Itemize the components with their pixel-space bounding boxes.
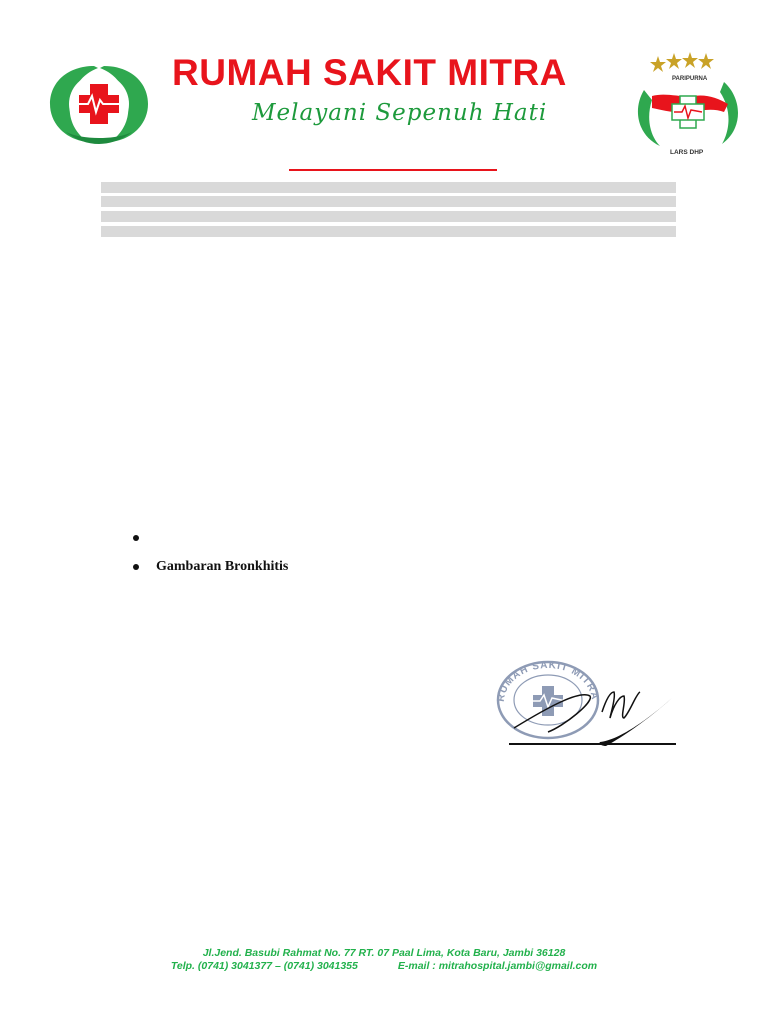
bullet-list	[131, 528, 288, 586]
signature-line	[509, 743, 676, 745]
header-divider	[289, 169, 497, 171]
accreditation-top-text: PARIPURNA	[672, 76, 708, 82]
bullet-dot	[133, 535, 139, 541]
stamp-text: RUMAH SAKIT MITRA	[495, 659, 601, 703]
accreditation-logo	[632, 52, 744, 160]
redacted-band	[101, 196, 676, 207]
footer-address: Jl.Jend. Basubi Rahmat No. 77 RT. 07 Paal Lima, Kota Baru, Jambi 36128	[202, 947, 566, 959]
bullet-dot	[133, 564, 139, 570]
list-item	[131, 528, 288, 557]
hospital-name: RUMAH SAKIT MITRA	[172, 52, 567, 93]
hospital-logo	[46, 62, 152, 146]
signature-stroke	[602, 692, 640, 718]
redacted-band	[101, 226, 676, 237]
footer-email: E-mail : mitrahospital.jambi@gmail.com	[397, 960, 598, 972]
footer-contact	[0, 960, 768, 972]
accreditation-bottom-text: LARS DHP	[670, 149, 704, 156]
list-item	[131, 557, 288, 586]
footer-phone: Telp. (0741) 3041377 – (0741) 3041355	[170, 960, 358, 972]
signature-stroke	[599, 698, 672, 746]
star-icon	[650, 52, 714, 72]
list-item-text: Gambaran Bronkhitis	[156, 559, 289, 574]
redacted-band	[101, 211, 676, 222]
hospital-tagline: Melayani Sepenuh Hati	[252, 100, 548, 126]
redacted-band	[101, 182, 676, 193]
